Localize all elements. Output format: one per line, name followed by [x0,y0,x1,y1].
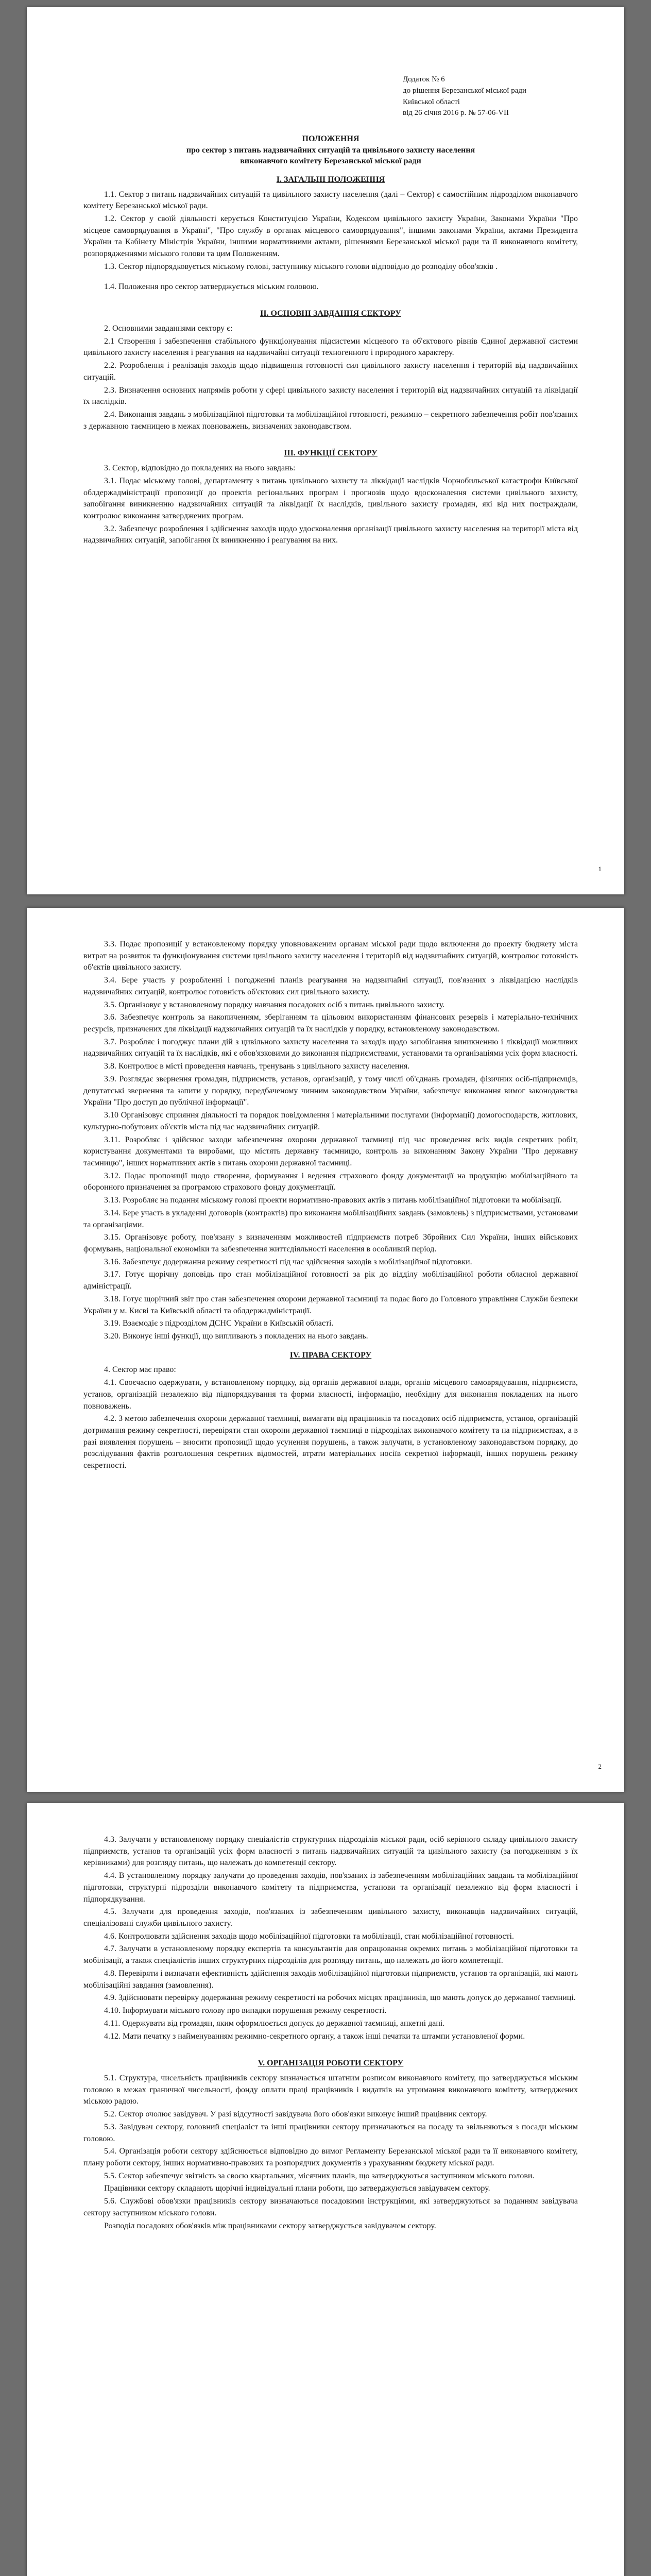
paragraph: 3.6. Забезпечує контроль за накопиченням, зберіганням та цільовим використанням фінансових резервів і матеріально-технічних ресурсів, призначених для ліквідації надзвичайних ситуацій та їх наслідків у порядку, встановленому законодавством. [83,1013,578,1034]
document-page-1 [27,7,624,894]
document-title-line: виконавчого комітету Березанської міської ради [240,157,421,166]
paragraph: 2.1 Створення і забезпечення стабільного функціонування підсистеми місцевого та об'єктового рівнів Єдиної державної системи цивільного захисту населення і реагування на надзвичайні ситуації техногенного і природного характеру. [83,336,578,358]
approval-line: Додаток № 6 [403,75,445,83]
paragraph: 4.3. Залучати у встановленому порядку спеціалістів структурних підрозділів міської ради, осіб керівного складу цивільного захисту підприємств, установ та організацій усіх форм власності з питань надзвичайних ситуацій та цивільного захисту (за погодженням з їх керівниками) для розгляду питань, що належать до компетенції сектору. [83,1835,578,1868]
paragraph: 4.6. Контролювати здійснення заходів щодо мобілізаційної підготовки та мобілізації, стан мобілізаційної готовності. [104,1931,514,1941]
approval-line: від 26 січня 2016 р. № 57-06-VІІ [403,109,509,117]
paragraph: 3.5. Організовує у встановленому порядку навчання посадових осіб з питань цивільного захисту. [104,1000,445,1009]
section-heading: V. ОРГАНІЗАЦІЯ РОБОТИ СЕКТОРУ [258,2059,404,2068]
paragraph: 3.10 Організовує сприяння діяльності та порядок повідомлення і матеріальними послугами (інформації) домогосподарств, житлових, культурно-побутових об'єктів міста під час надзвичайних ситуацій. [83,1111,578,1131]
paragraph: 3.14. Бере участь в укладенні договорів (контрактів) про виконання мобілізаційних завдань (замовлень) з підприємствами, установами та організаціями. [83,1208,578,1229]
paragraph: 3.2. Забезпечує розроблення і здійснення заходів щодо удосконалення організації цивільного захисту населення на території міста від надзвичайних ситуацій, запобігання їх виникненню і реагування на них. [83,524,578,545]
paragraph: 1.4. Положення про сектор затверджується міським головою. [104,282,319,291]
paragraph: 4.5. Залучати для проведення заходів, пов'язаних із забезпеченням цивільного захисту, виконавців надзвичайних ситуацій, спеціалізовані служби цивільного захисту. [83,1907,578,1928]
paragraph: 1.3. Сектор підпорядковується міському голові, заступнику міського голови відповідно до розподілу обов'язків . [104,262,498,271]
paragraph: 3.12. Подає пропозиції щодо створення, формування і ведення страхового фонду документації на продукцію мобілізаційного та оборонного призначення за програмою страхового фонду документації. [83,1171,578,1192]
section-heading: ІІ. ОСНОВНІ ЗАВДАННЯ СЕКТОРУ [260,309,401,318]
paragraph: 3.18. Готує щорічний звіт про стан забезпечення охорони державної таємниці та подає його до Головного управління Служби безпеки України у м. Києві та Київській області та облдержадміністрації. [83,1294,578,1315]
paragraph: 5.3. Завідувач сектору, головний спеціаліст та інші працівники сектору призначаються на посаду та звільняються з посади міським головою. [83,2122,578,2143]
paragraph: 4.11. Одержувати від громадян, яким оформлюється допуск до державної таємниці, анкетні дані. [104,2019,445,2028]
paragraph: 3.11. Розробляє і здійснює заходи забезпечення охорони державної таємниці під час проведення всіх видів секретних робіт, користування документами та виробами, що містять державну таємницю, контроль за виконанням Закону України "Про державну таємницю", інших нормативних актів з питань охорони державної таємниці. [83,1135,578,1167]
paragraph: 4.10. Інформувати міського голову про випадки порушення режиму секретності. [104,2006,387,2015]
paragraph: 1.2. Сектор у своїй діяльності керується Конституцією України, Кодексом цивільного захисту України, Законами України "Про місцеве самоврядування в Україні", "Про службу в органах місцевого самоврядування", іншими законами України, актами Президента України та Кабінету Міністрів України, іншими нормативними актами, рішеннями Березанської міської ради та її виконавчого комітету, розпорядженнями міського голови та цим Положенням. [83,214,578,259]
paragraph: 2.3. Визначення основних напрямів роботи у сфері цивільного захисту населення і територій від надзвичайних ситуацій та ліквідації їх наслідків. [83,385,578,406]
section-heading: ІІІ. ФУНКЦІЇ СЕКТОРУ [284,449,378,458]
paragraph: 3.9. Розглядає звернення громадян, підприємств, установ, організацій, у тому числі об'єднань громадян, фізичних осіб-підприємців, депутатські звернення та запити у порядку, передбаченому чинним законодавством України, забезпечує виконання вимог законодавства України "Про доступ до публічної інформації". [83,1074,578,1107]
paragraph: 3.15. Організовує роботу, пов'язану з визначенням можливостей підприємств потреб Збройних Сил України, інших військових формувань, національної економіки та забезпечення життєдіяльності населення в особливий період. [83,1233,578,1253]
paragraph: 3.19. Взаємодіє з підрозділом ДСНС України в Київській області. [104,1319,334,1328]
document-page-3 [27,1803,624,2576]
approval-block [403,74,578,119]
paragraph: 3. Сектор, відповідно до покладених на нього завдань: [104,464,296,473]
paragraph: 3.3. Подає пропозиції у встановленому порядку уповноваженим органам міської ради щодо включення до проекту бюджету міста витрат на розвиток та функціонування системи цивільного захисту населення і територій від надзвичайних ситуацій, контролює готовність об'єктів цивільного захисту. [83,940,578,972]
approval-line: Київської області [403,97,460,106]
paragraph: 4.8. Перевіряти і визначати ефективність здійснення заходів мобілізаційної підготовки підприємств, установ та організацій, які мають мобілізаційні завдання (замовлення). [83,1969,578,1990]
paragraph: 3.8. Контролює в місті проведення навчань, тренувань з цивільного захисту населення. [104,1062,410,1071]
paragraph: 2.4. Виконання завдань з мобілізаційної підготовки та мобілізаційної готовності, режимно – секретного забезпечення робіт пов'язаних з державною таємницею в межах повноважень, визначених законодавством. [83,410,578,431]
paragraph: 3.16. Забезпечує додержання режиму секретності під час здійснення заходів з мобілізаційної підготовки. [104,1257,472,1266]
page-number: 1 [598,865,602,873]
paragraph: 4.9. Здійснювати перевірку додержання режиму секретності на робочих місцях працівників, що мають допуск до державної таємниці. [104,1993,576,2003]
paragraph: 3.7. Розробляє і погоджує плани дій з цивільного захисту населення та заходів щодо запобігання виникненню і ліквідації можливих надзвичайних ситуацій та їх наслідків, які є обов'язковими до виконання підприємствами, установами та організаціями усіх форм власності. [83,1037,578,1058]
paragraph: 4. Сектор має право: [104,1365,176,1375]
approval-line: до рішення Березанської міської ради [403,86,527,95]
document-page-2 [27,908,624,1792]
paragraph: 4.1. Своєчасно одержувати, у встановленому порядку, від органів державної влади, органів місцевого самоврядування, підприємств, установ, організацій незалежно від підпорядкування та форми власності, інформацію, необхідну для виконання покладених на нього повноважень. [83,1378,578,1411]
paragraph: 1.1. Сектор з питань надзвичайних ситуацій та цивільного захисту населення (далі – Сектор) є самостійним підрозділом виконавчого комітету Березанської міської ради. [83,190,578,211]
paragraph: 4.12. Мати печатку з найменуванням режимно-секретного органу, а також інші печатки та штампи установленої форми. [104,2031,525,2041]
paragraph: 3.20. Виконує інші функції, що випливають з покладених на нього завдань. [104,1332,368,1341]
paragraph: 3.13. Розробляє на подання міському голові проекти нормативно-правових актів з питань мобілізаційної підготовки та мобілізації. [104,1196,562,1205]
paragraph: 5.4. Організація роботи сектору здійснюється відповідно до вимог Регламенту Березанської міської ради та її виконавчого комітету, плану роботи сектору, інших нормативно-правових та розпорядчих документів з урахуванням бюджету міської ради. [83,2147,578,2167]
document-title [83,133,578,167]
paragraph: 3.17. Готує щорічну доповідь про стан мобілізаційної готовності за рік до відділу мобілізаційної роботи обласної державної адміністрації. [83,1270,578,1291]
paragraph: Розподіл посадових обов'язків між працівниками сектору затверджується завідувачем сектору. [104,2221,436,2230]
paragraph: 5.1. Структура, чисельність працівників сектору визначається штатним розписом виконавчого комітету, що затверджується міським головою в межах граничної чисельності, фонду оплати праці працівників і видатків на утримання виконавчого комітету, затверджених міською радою. [83,2073,578,2106]
paragraph: 2. Основними завданнями сектору є: [104,324,233,333]
document-title-line: ПОЛОЖЕННЯ [302,134,359,143]
paragraph: 4.4. В установленому порядку залучати до проведення заходів, пов'язаних із забезпеченням мобілізаційних завдань та мобілізаційної підготовки, структурні підрозділи виконавчого комітету та підприємства, установи та організації незалежно від форм власності і підпорядкування. [83,1871,578,1904]
document-title-line: про сектор з питань надзвичайних ситуацій та цивільного захисту населення [186,145,475,155]
page-number: 2 [598,1762,602,1770]
paragraph: 4.2. З метою забезпечення охорони державної таємниці, вимагати від працівників та посадових осіб підприємств, установ, організацій дотримання режиму секретності, перевіряти стан охорони державної таємниці в підрозділах виконавчого комітету та на підприємствах, а в разі виявлення порушень – вносити пропозиції щодо усунення порушень, а також залучати, в установленому законодавством порядку, до розслідування фактів розголошення секретних відомостей, втрати матеріальних носіїв секретної інформації, інших порушень режиму секретності. [83,1414,578,1470]
paragraph: 3.1. Подає міському голові, департаменту з питань цивільного захисту та ліквідації наслідків Чорнобильської катастрофи Київської облдержадміністрації пропозиції до проектів регіональних програм і прогнозів щодо вдосконалення системи цивільного захисту, запобігання виникненню надзвичайних ситуацій та ліквідації їх наслідків, цивільного захисту громадян, які від них постраждали, контролює виконання затверджених програм. [83,476,578,521]
paragraph: 2.2. Розроблення і реалізація заходів щодо підвищення готовності сил цивільного захисту населення і територій від надзвичайних ситуацій. [83,361,578,382]
paragraph: 4.7. Залучати в установленому порядку експертів та консультантів для опрацювання окремих питань з мобілізаційної підготовки та мобілізації, а також спеціалістів інших структурних підрозділів для розгляду питань, що належать до його компетенції. [83,1944,578,1965]
section-heading: І. ЗАГАЛЬНІ ПОЛОЖЕННЯ [276,175,385,184]
paragraph: 5.5. Сектор забезпечує звітність за своєю квартальних, місячних планів, що затверджуються заступником міського голови. [104,2171,535,2180]
paragraph: 5.6. Службові обов'язки працівників сектору визначаються посадовими інструкціями, які затверджуються за поданням завідувача сектору заступником міського голови. [83,2197,578,2217]
paragraph: Працівники сектору складають щорічні індивідуальні плани роботи, що затверджуються завідувачем сектору. [104,2184,490,2193]
paragraph: 5.2. Сектор очолює завідувач. У разі відсутності завідувача його обов'язки виконує інший працівник сектору. [104,2110,487,2119]
section-heading: ІV. ПРАВА СЕКТОРУ [289,1350,372,1360]
paragraph: 3.4. Бере участь у розробленні і погодженні планів реагування на надзвичайні ситуації, пов'язаних з ліквідацією наслідків надзвичайних ситуацій, контролює готовність об'єктових сил цивільного захисту. [83,976,578,996]
